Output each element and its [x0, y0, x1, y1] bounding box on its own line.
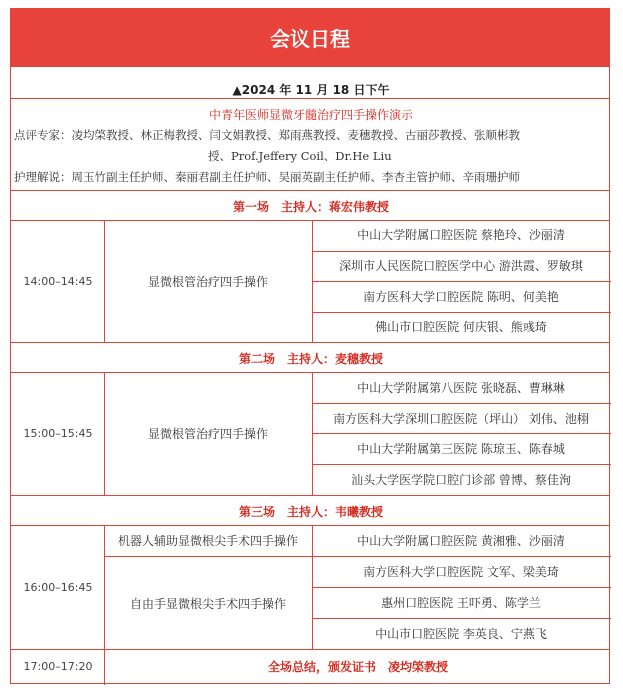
- session-topic: 显微根管治疗四手操作: [147, 275, 269, 289]
- divider: [104, 556, 611, 557]
- team-entry: 南方医科大学深圳口腔医院（坪山） 刘伟、池栩: [333, 412, 589, 426]
- page-title: 会议日程: [11, 9, 609, 66]
- divider: [11, 342, 609, 343]
- team-entry: 中山大学附属口腔医院 蔡艳玲、沙丽清: [357, 228, 565, 242]
- team-entry: 惠州口腔医院 王吓勇、陈学兰: [381, 596, 541, 610]
- session-topic: 自由手显微根尖手术四手操作: [129, 597, 287, 611]
- divider: [312, 618, 611, 619]
- divider: [11, 525, 609, 526]
- team-entry: 中山大学附属口腔医院 黄湘雅、沙丽清: [357, 534, 565, 548]
- divider: [11, 66, 609, 67]
- session-time: 14:00–14:45: [23, 275, 93, 288]
- divider: [11, 220, 609, 221]
- team-entry: 南方医科大学口腔医院 陈明、何美艳: [363, 290, 559, 304]
- team-entry: 中山市口腔医院 李英良、宁燕飞: [375, 627, 547, 641]
- session-header: 第三场 主持人：韦曦教授: [238, 505, 384, 519]
- team-entry: 深圳市人民医院口腔医学中心 游洪霞、罗敏琪: [339, 259, 583, 273]
- session-header: 第一场 主持人：蒋宏伟教授: [232, 200, 390, 214]
- team-entry: 南方医科大学口腔医院 文军、梁美琦: [363, 565, 559, 579]
- divider: [312, 312, 611, 313]
- divider: [104, 649, 105, 685]
- divider: [11, 649, 609, 650]
- session-header: 第二场 主持人：麦穗教授: [238, 352, 384, 366]
- divider: [312, 433, 611, 434]
- closing-text: 全场总结，颁发证书 凌均棨教授: [267, 660, 449, 674]
- team-entry: 中山大学附属第三医院 陈琼玉、陈春城: [357, 442, 565, 456]
- divider: [104, 220, 105, 342]
- divider: [11, 495, 609, 496]
- schedule-table: [10, 8, 610, 684]
- session-time: 15:00–15:45: [23, 427, 93, 440]
- team-entry: 佛山市口腔医院 何庆银、熊彧琦: [375, 320, 547, 334]
- session-time: 16:00–16:45: [23, 581, 93, 594]
- team-entry: 汕头大学医学院口腔门诊部 曾博、蔡佳洵: [351, 473, 571, 487]
- divider: [104, 525, 105, 649]
- divider: [11, 98, 609, 99]
- session-topic: 显微根管治疗四手操作: [147, 427, 269, 441]
- divider: [312, 281, 611, 282]
- session-topic: 机器人辅助显微根尖手术四手操作: [117, 534, 299, 548]
- divider: [104, 372, 105, 495]
- divider: [11, 190, 609, 191]
- reviewers-line: 点评专家：凌均棨教授、林正梅教授、闫文娟教授、郑雨燕教授、麦穗教授、古丽莎教授、张顺彬教: [14, 128, 520, 142]
- reviewers-line: 授、Prof.Jeffery Coil、Dr.He Liu: [208, 149, 392, 163]
- divider: [312, 403, 611, 404]
- divider: [312, 251, 611, 252]
- divider: [312, 587, 611, 588]
- divider: [11, 372, 609, 373]
- divider: [312, 464, 611, 465]
- nurses-line: 护理解说：周玉竹副主任护师、秦丽君副主任护师、吴丽英副主任护师、李杏主管护师、辛雨珊护师: [14, 170, 520, 184]
- team-entry: 中山大学附属第八医院 张晓磊、曹琳琳: [357, 381, 565, 395]
- date-heading: ▲2024 年 11 月 18 日下午: [232, 83, 390, 97]
- closing-time: 17:00–17:20: [23, 660, 93, 673]
- demo-title: 中青年医师显微牙髓治疗四手操作演示: [208, 108, 414, 122]
